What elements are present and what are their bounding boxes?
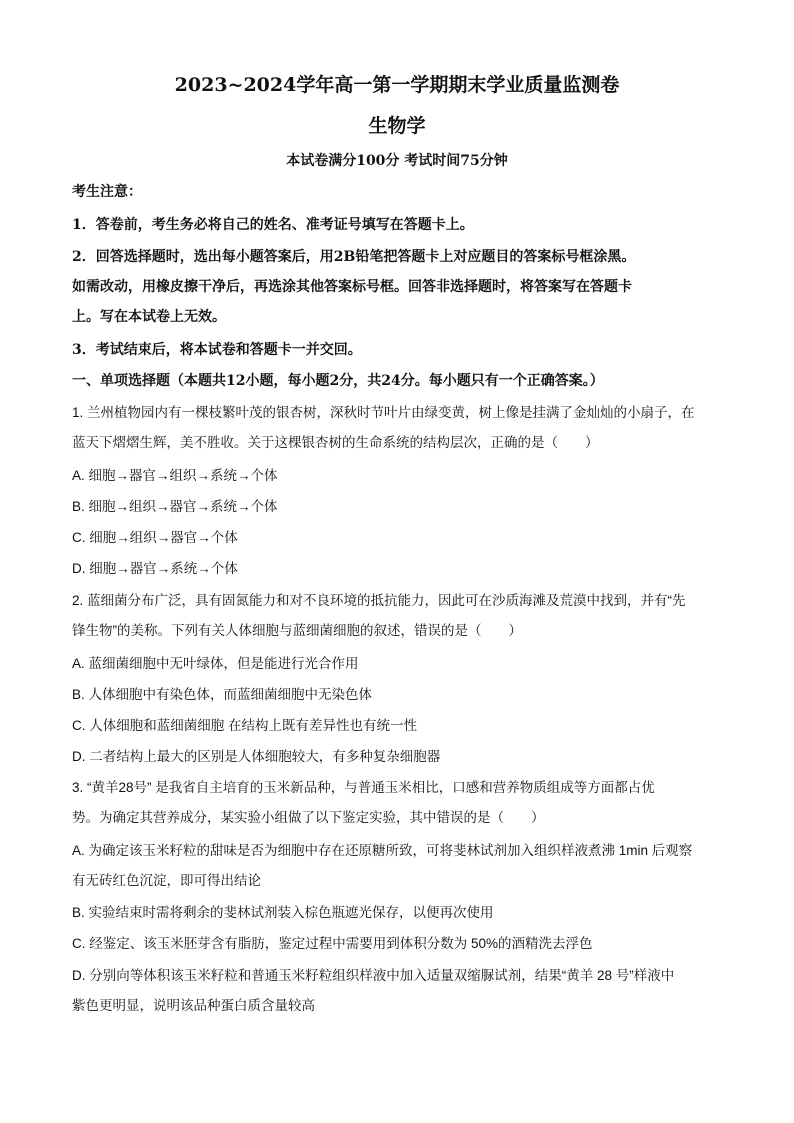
notice-item-1: 1．答卷前，考生务必将自己的姓名、准考证号填写在答题卡上。 xyxy=(72,217,474,233)
q3-stem-line-1: 3. “黄羊28号” 是我省自主培育的玉米新品种，与普通玉米相比，口感和营养物质组成等方面都占优 xyxy=(72,780,655,795)
notice-item-3: 3．考试结束后，将本试卷和答题卡一并交回。 xyxy=(72,342,362,358)
exam-info: 本试卷满分100分 考试时间75分钟 xyxy=(286,153,508,169)
q3-option-b: B. 实验结束时需将剩余的斐林试剂装入棕色瓶遮光保存，以便再次使用 xyxy=(72,905,494,920)
notice-item-2-line-3: 上。写在本试卷上无效。 xyxy=(72,309,226,325)
q2-option-d: D. 二者结构上最大的区别是人体细胞较大，有多种复杂细胞器 xyxy=(72,749,441,764)
exam-title: 2023~2024学年高一第一学期期末学业质量监测卷 xyxy=(174,74,620,96)
q1-option-b: B. 细胞→组织→器官→系统→个体 xyxy=(72,499,278,514)
q3-option-a-line-2: 有无砖红色沉淀，即可得出结论 xyxy=(72,873,261,888)
q1-stem-line-1: 1. 兰州植物园内有一棵枝繁叶茂的银杏树，深秋时节叶片由绿变黄，树上像是挂满了金灿灿的小扇子，在 xyxy=(72,405,695,420)
q3-option-a-line-1: A. 为确定该玉米籽粒的甜味是否为细胞中存在还原糖所致，可将斐林试剂加入组织样液煮沸 1min 后观察 xyxy=(72,843,693,858)
notice-heading: 考生注意： xyxy=(72,184,142,200)
q2-stem-line-1: 2. 蓝细菌分布广泛，具有固氮能力和对不良环境的抵抗能力，因此可在沙质海滩及荒漠中找到，并有“先 xyxy=(72,593,686,608)
q1-option-d: D. 细胞→器官→系统→个体 xyxy=(72,561,238,576)
q1-option-c: C. 细胞→组织→器官→个体 xyxy=(72,530,238,545)
q3-option-d-line-2: 紫色更明显，说明该品种蛋白质含量较高 xyxy=(72,998,315,1013)
q3-option-c: C. 经鉴定、该玉米胚芽含有脂肪，鉴定过程中需要用到体积分数为 50%的酒精洗去浮色 xyxy=(72,936,593,951)
q3-option-d-line-1: D. 分别向等体积该玉米籽粒和普通玉米籽粒组织样液中加入适量双缩脲试剂，结果“黄羊 28 号”样液中 xyxy=(72,968,675,983)
section-heading: 一、单项选择题（本题共12小题，每小题2分，共24分。每小题只有一个正确答案。） xyxy=(72,373,604,389)
q2-option-b: B. 人体细胞中有染色体，而蓝细菌细胞中无染色体 xyxy=(72,687,373,702)
q1-option-a: A. 细胞→器官→组织→系统→个体 xyxy=(72,468,278,483)
q1-stem-line-2: 蓝天下熠熠生辉，美不胜收。关于这棵银杏树的生命系统的结构层次，正确的是（ ） xyxy=(72,435,599,450)
q2-stem-line-2: 锋生物”的美称。下列有关人体细胞与蓝细菌细胞的叙述，错误的是（ ） xyxy=(72,623,522,638)
q2-option-c: C. 人体细胞和蓝细菌细胞 在结构上既有差异性也有统一性 xyxy=(72,718,418,733)
subject-title: 生物学 xyxy=(368,115,426,137)
q2-option-a: A. 蓝细菌细胞中无叶绿体，但是能进行光合作用 xyxy=(72,656,359,671)
notice-item-2-line-1: 2．回答选择题时，选出每小题答案后，用2B铅笔把答题卡上对应题目的答案标号框涂黑。 xyxy=(72,249,636,265)
q3-stem-line-2: 势。为确定其营养成分，某实验小组做了以下鉴定实验，其中错误的是（ ） xyxy=(72,810,545,825)
notice-item-2-line-2: 如需改动，用橡皮擦干净后，再选涂其他答案标号框。回答非选择题时，将答案写在答题卡 xyxy=(72,279,632,295)
